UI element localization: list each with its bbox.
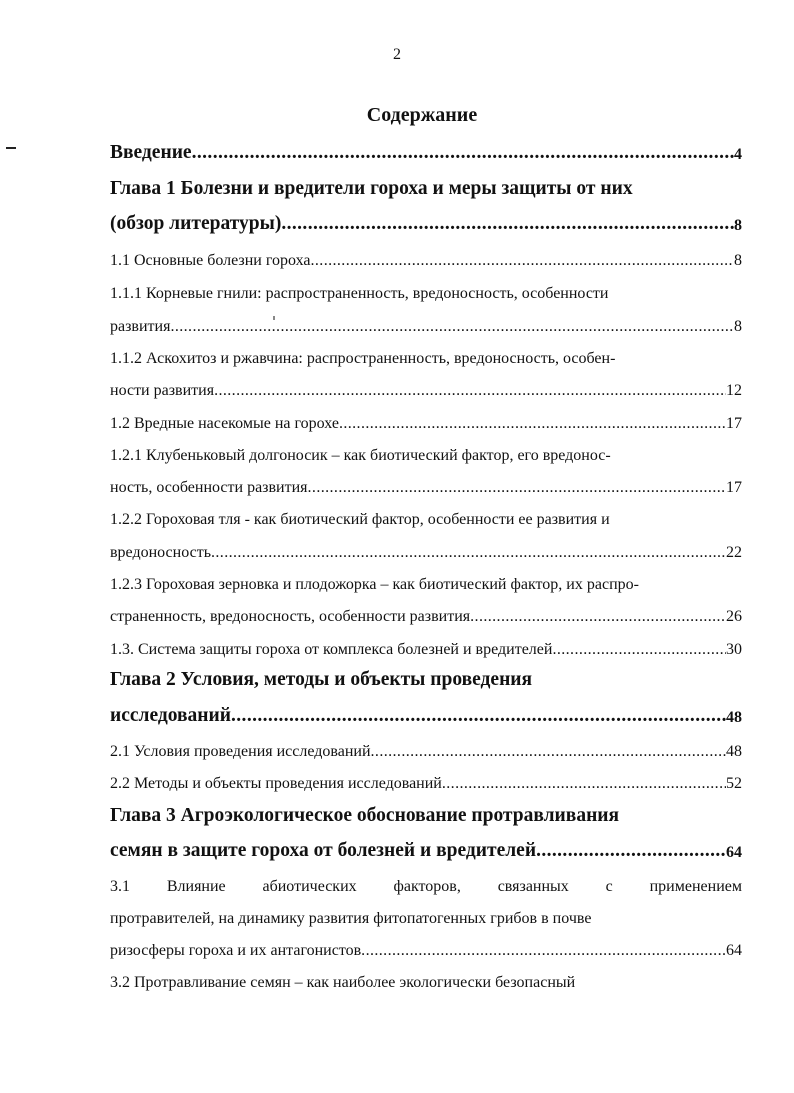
toc-entry-1-1-1-line-2[interactable] <box>110 306 742 336</box>
toc-entry-text: ности развития <box>110 382 215 399</box>
toc-entry-text: 1.1.2 Аскохитоз и ржавчина: распространенность, вредоносность, особен- <box>110 350 616 367</box>
toc-entry-text: вредоносность <box>110 544 211 561</box>
leader-dots <box>552 641 726 659</box>
toc-entry-text: 1.1 Основные болезни гороха <box>110 252 311 269</box>
toc-word: абиотических <box>262 878 357 895</box>
toc-entry-text: Глава 3 Агроэкологическое обоснование протравливания <box>110 805 620 826</box>
leader-dots <box>371 743 726 761</box>
toc-word: связанных <box>497 878 569 895</box>
toc-word: 3.1 <box>110 878 130 895</box>
toc-entry-text: 1.2.1 Клубеньковый долгоносик – как биотический фактор, его вредонос- <box>110 447 611 464</box>
toc-chapter-2-line-2[interactable] <box>110 697 742 727</box>
toc-entry-text: ность, особенности развития <box>110 479 308 496</box>
leader-dots <box>214 382 726 400</box>
toc-entry-text: Введение <box>110 142 192 163</box>
toc-entry-text: страненность, вредоносность, особенности развития <box>110 608 471 625</box>
leader-dots <box>308 479 726 497</box>
toc-entry-1-2-3-line-1[interactable] <box>110 564 742 594</box>
toc-chapter-1-line-1[interactable] <box>110 170 742 200</box>
leader-dots <box>442 775 726 793</box>
toc-entry-page: 8 <box>734 318 742 335</box>
toc-entry-text: Глава 2 Условия, методы и объекты проведения <box>110 669 533 690</box>
toc-entry-page: 52 <box>726 775 742 792</box>
toc-entry-text: исследований <box>110 705 231 726</box>
toc-entry-1-2[interactable] <box>110 403 742 433</box>
toc-entry-text: 1.2 Вредные насекомые на горохе <box>110 415 339 432</box>
toc-entry-text: 1.1.1 Корневые гнили: распространенность, вредоносность, особенности <box>110 285 609 302</box>
toc-entry-text: 3.2 Протравливание семян – как наиболее экологически безопасный <box>110 974 576 991</box>
toc-entry-1-1-2-line-1[interactable] <box>110 338 742 368</box>
toc-chapter-3-line-1[interactable] <box>110 797 742 827</box>
toc-entry-intro[interactable] <box>110 134 742 164</box>
toc-entry-page: 48 <box>726 709 742 726</box>
toc-entry-1-3[interactable] <box>110 629 742 659</box>
toc-title: Содержание <box>366 104 478 126</box>
toc-entry-1-2-2-line-1[interactable] <box>110 499 742 529</box>
toc-entry-3-1-line-1[interactable] <box>110 866 742 896</box>
toc-entry-3-1-line-2[interactable] <box>110 898 742 928</box>
toc-entry-page: 4 <box>734 146 742 163</box>
toc-entry-page: 30 <box>726 641 742 658</box>
toc-entry-page: 8 <box>734 217 742 234</box>
leader-dots <box>231 705 726 727</box>
toc-entry-page: 64 <box>726 844 742 861</box>
toc-entry-page: 22 <box>726 544 742 561</box>
toc-entry-text: 1.2.3 Гороховая зерновка и плодожорка – как биотический фактор, их распро- <box>110 576 639 593</box>
toc-entry-2-2[interactable] <box>110 763 742 793</box>
toc-chapter-3-line-2[interactable] <box>110 832 742 862</box>
leader-dots <box>211 544 726 562</box>
toc-entry-text: (обзор литературы) <box>110 213 282 234</box>
margin-mark <box>6 147 16 149</box>
toc-entry-text: ризосферы гороха и их антагонистов <box>110 942 362 959</box>
leader-dots <box>192 142 734 164</box>
toc-entry-page: 17 <box>726 479 742 496</box>
leader-dots <box>470 608 726 626</box>
leader-dots <box>536 840 726 862</box>
toc-word: с <box>605 878 613 895</box>
toc-entry-page: 64 <box>726 942 742 959</box>
toc-entry-1-1-1-line-1[interactable] <box>110 273 742 303</box>
toc-entry-text: 2.2 Методы и объекты проведения исследований <box>110 775 442 792</box>
toc-entry-1-1-2-line-2[interactable] <box>110 370 742 400</box>
toc-entry-text: развития <box>110 318 171 335</box>
toc-entry-3-2-line-1[interactable] <box>110 962 742 992</box>
toc-entry-1-2-2-line-2[interactable] <box>110 532 742 562</box>
leader-dots <box>311 252 735 270</box>
toc-entry-page: 26 <box>726 608 742 625</box>
toc-chapter-1-line-2[interactable] <box>110 205 742 235</box>
toc-chapter-2-line-1[interactable] <box>110 661 742 691</box>
leader-dots <box>281 213 734 235</box>
toc-entry-text: 1.2.2 Гороховая тля - как биотический фактор, особенности ее развития и <box>110 511 610 528</box>
leader-dots <box>170 318 734 336</box>
toc-word: Влияние <box>166 878 226 895</box>
toc-entry-1-1[interactable] <box>110 240 742 270</box>
toc-entry-text: 1.3. Система защиты гороха от комплекса болезней и вредителей <box>110 641 553 658</box>
leader-dots <box>339 415 726 433</box>
toc-entry-text: семян в защите гороха от болезней и вредителей <box>110 840 537 861</box>
leader-dots <box>361 942 726 960</box>
toc-entry-page: 17 <box>726 415 742 432</box>
toc-entry-text: протравителей, на динамику развития фитопатогенных грибов в почве <box>110 910 592 927</box>
page-number: 2 <box>393 46 401 63</box>
toc-entry-text: Глава 1 Болезни и вредители гороха и меры защиты от них <box>110 178 633 199</box>
toc-entry-1-2-1-line-1[interactable] <box>110 435 742 465</box>
toc-entry-3-1-line-3[interactable] <box>110 930 742 960</box>
toc-entry-page: 12 <box>726 382 742 399</box>
toc-entry-1-2-3-line-2[interactable] <box>110 596 742 626</box>
toc-entry-text: 2.1 Условия проведения исследований <box>110 743 371 760</box>
toc-entry-2-1[interactable] <box>110 731 742 761</box>
toc-entry-page: 8 <box>734 252 742 269</box>
toc-word: применением <box>649 878 742 895</box>
toc-word: факторов, <box>393 878 461 895</box>
toc-entry-page: 48 <box>726 743 742 760</box>
toc-entry-1-2-1-line-2[interactable] <box>110 467 742 497</box>
